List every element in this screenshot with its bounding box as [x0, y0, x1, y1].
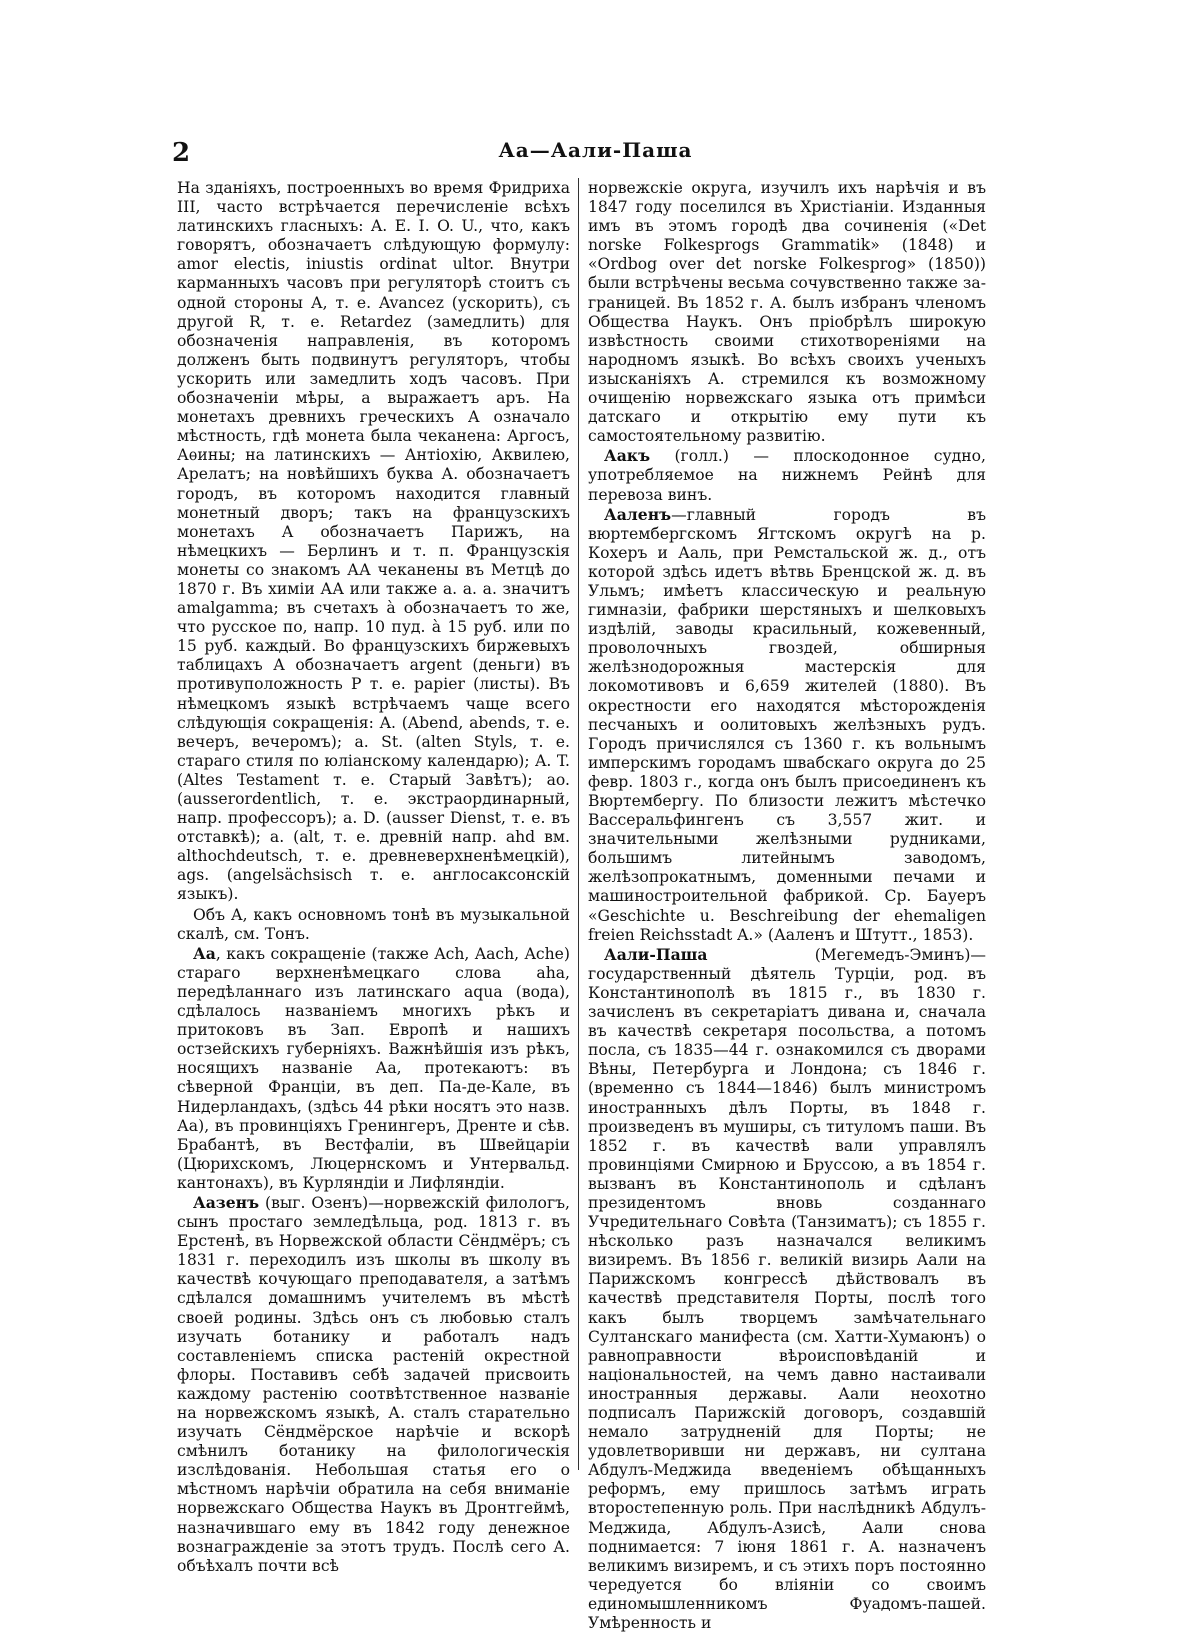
paragraph [177, 178, 570, 905]
paragraph [177, 905, 570, 944]
entry-aazen [177, 1193, 570, 1576]
paragraph-text: На зданіяхъ, построенныхъ во время Фридриха III, часто встрѣчается перечисленіе всѣхъ латинскихъ гласныхъ: A. E. I. O. U., что, какъ говорятъ, обозначаетъ слѣдующую формулу: amor electis, iniustis ordinat ultor. Внутри карманныхъ часовъ при регуляторѣ стоитъ съ одной стороны А, т. е. Avancez (ускорить), съ другой R, т. е. Retardez (замедлить) для обозначенія направленія, въ которомъ долженъ быть подвинутъ регуляторъ, чтобы ускорить или замедлить ходъ часовъ. При обозначеніи мѣры, а выражаетъ аръ. На монетахъ древнихъ греческихъ А означало мѣстность, гдѣ монета была чеканена: Аргосъ, Аѳины; на латинскихъ — Антіохію, Аквилею, Арелатъ; на новѣйшихъ буква А. обозначаетъ городъ, въ которомъ находится главный монетный дворъ; такъ на французскихъ монетахъ А обозначаетъ Парижъ, на нѣмецкихъ — Берлинъ и т. п. Французскія монеты со знакомъ АА чеканены въ Метцѣ до 1870 г. Въ химіи АА или также a. a. a. значитъ amalgamma; въ счетахъ à обозначаетъ то же, что русское по, напр. 10 пуд. à 15 руб. или по 15 руб. каждый. Во французскихъ биржевыхъ таблицахъ А обозначаетъ argent (деньги) въ противуположность P т. е. papier (листы). Въ нѣмецкомъ языкѣ встрѣчаемъ чаще всего слѣдующія сокращенія: A. (Abend, abends, т. е. вечеръ, вечеромъ); a. St. (alten Styls, т. е. стараго стиля по юліанскому календарю); A. T. (Altes Testament т. е. Старый Завѣтъ); ao. (ausserordentlich, т. е. экстраординарный, напр. профессоръ); a. D. (ausser Dienst, т. е. въ отставкѣ); a. (alt, т. е. древній напр. ahd вм. althochdeutsch, т. е. древневерхненѣмецкій), ags. (angelsächsisch т. е. англосаксонскій языкъ). [177, 179, 570, 904]
right-column [588, 178, 986, 1633]
running-title: Аа—Аали-Паша [498, 138, 693, 162]
paragraph-text: Объ А, какъ основномъ тонѣ въ музыкальной скалѣ, см. Тонъ. [177, 905, 570, 943]
entry-aalen [588, 505, 986, 945]
paragraph-text: , какъ сокращеніе (также Ach, Aach, Ache) стараго верхненѣмецкаго слова aha, передѣланнаго изъ латинскаго aqua (вода), сдѣлалось названіемъ многихъ рѣкъ и притоковъ въ Зап. Европѣ и нашихъ остзейскихъ губерніяхъ. Важнѣйшія изъ рѣкъ, носящихъ названіе Аа, протекаютъ: въ сѣверной Франціи, въ деп. Па-де-Кале, въ Нидерландахъ, (здѣсь 44 рѣки носятъ это назв. Аа), въ провинціяхъ Гренингеръ, Дренте и сѣв. Брабантѣ, въ Вестфаліи, въ Швейцаріи (Цюрихскомъ, Люцернскомъ и Унтервальд. кантонахъ), въ Курляндіи и Лифляндіи. [177, 944, 570, 1192]
headword: Аакъ [604, 446, 651, 466]
headword: Аали-Паша [604, 944, 708, 964]
headword: Аазенъ [193, 1192, 260, 1212]
page-number: 2 [172, 138, 191, 168]
left-column [177, 178, 570, 1576]
entry-aak [588, 446, 986, 504]
paragraph-text: —главный городъ въ вюртембергскомъ Ягтскомъ округѣ на р. Кохеръ и Ааль, при Ремстальской ж. д., отъ которой здѣсь идетъ вѣтвь Бренцской ж. д. въ Ульмъ; имѣетъ классическую и реальную гимназіи, фабрики шерстяныхъ и шелковыхъ издѣлій, заводы красильный, кожевенный, проволочныхъ гвоздей, обширныя желѣзнодорожныя мастерскія для локомотивовъ и 6,659 жителей (1880). Въ окрестности его находятся мѣсторожденія песчаныхъ и оолитовыхъ желѣзныхъ рудъ. Городъ причислялся съ 1360 г. къ вольнымъ имперскимъ городамъ швабскаго округа до 25 февр. 1803 г., когда онъ былъ присоединенъ къ Вюртембергу. По близости лежитъ мѣстечко Вассеральфингенъ съ 3,557 жит. и значительными желѣзными рудниками, большимъ литейнымъ заводомъ, желѣзопрокатнымъ, доменными печами и машиностроительной фабрикой. Ср. Бауеръ «Geschichte u. Beschreibung der ehemaligen freien Reichsstadt A.» (Ааленъ и Штутт., 1853). [588, 505, 986, 944]
paragraph-text: (Мегемедъ-Эминъ)—государственный дѣятель Турціи, род. въ Константинополѣ въ 1815 г., въ 1830 г. зачисленъ въ секретаріатъ дивана и, сначала въ качествѣ секретаря посольства, а потомъ посла, съ 1835—44 г. ознакомился съ дворами Вѣны, Петербурга и Лондона; съ 1846 г. (временно съ 1844—1846) былъ министромъ иностранныхъ дѣлъ Порты, въ 1848 г. произведенъ въ муширы, съ титуломъ паши. Въ 1852 г. въ качествѣ вали управлялъ провинціями Смирною и Бруссою, а въ 1854 г. вызванъ въ Константинополь и сдѣланъ президентомъ вновь созданнаго Учредительнаго Совѣта (Танзиматъ); съ 1855 г. нѣсколько разъ назначался великимъ визиремъ. Въ 1856 г. великій визирь Аали на Парижскомъ конгрессѣ дѣйствовалъ въ качествѣ представителя Порты, послѣ того какъ былъ творцемъ замѣчательнаго Султанскаго манифеста (см. Хатти-Хумаюнъ) о равноправности вѣроисповѣданій и національностей, на чемъ давно настаивали иностранныя державы. Аали неохотно подписалъ Парижскій договоръ, создавшій немало затрудненій для Порты; не удовлетворивши ни державъ, ни султана Абдулъ-Меджида введеніемъ обѣщанныхъ реформъ, ему пришлось затѣмъ играть второстепенную роль. При наслѣдникѣ Абдулъ-Меджида, Абдулъ-Азисѣ, Аали снова поднимается: 7 іюня 1861 г. А. назначенъ великимъ визиремъ, и съ этихъ поръ постоянно чередуется бо вліяніи со своимъ единомышленникомъ Фуадомъ-пашей. Умѣренность и [588, 945, 986, 1633]
entry-aali-pasha [588, 945, 986, 1633]
column-divider [578, 178, 579, 1470]
paragraph-text: (выг. Озенъ)—норвежскій филологъ, сынъ простаго земледѣльца, род. 1813 г. въ Ерстенѣ, въ Норвежской области Сёндмёръ; съ 1831 г. переходилъ изъ школы въ школу въ качествѣ кочующаго преподавателя, а затѣмъ сдѣлался домашнимъ учителемъ въ мѣстѣ своей родины. Здѣсь онъ съ любовью сталъ изучать ботанику и работалъ надъ составленіемъ списка растеній окрестной флоры. Поставивъ себѣ задачей присвоить каждому растенію соотвѣтственное названіе на норвежскомъ языкѣ, А. сталъ старательно изучать Сёндмёрское нарѣчіе и вскорѣ смѣнилъ ботанику на филологическія изслѣдованія. Небольшая статья его о мѣстномъ нарѣчіи обратила на себя вниманіе норвежскаго Общества Наукъ въ Дронтгеймѣ, назначившаго ему въ 1842 году денежное вознагражденіе за этотъ трудъ. Послѣ сего А. объѣхалъ почти всѣ [177, 1193, 570, 1575]
entry-aa [177, 944, 570, 1193]
headword: Аа [193, 943, 216, 963]
paragraph [588, 178, 986, 446]
paragraph-text: норвежскіе округа, изучилъ ихъ нарѣчія и въ 1847 году поселился въ Христіаніи. Изданныя имъ въ этомъ городѣ два сочиненія («Det norske Folkesprogs Grammatik» (1848) и «Ordbog over det norske Folkesprog» (1850)) были встрѣчены весьма сочувственно также за-границей. Въ 1852 г. А. былъ избранъ членомъ Общества Наукъ. Онъ пріобрѣлъ широкую извѣстность своими стихотвореніями на народномъ языкѣ. Во всѣхъ своихъ ученыхъ изысканіяхъ А. стремился къ возможному очищенію норвежскаго языка отъ примѣси датскаго и открытію ему пути къ самостоятельному развитію. [588, 179, 986, 446]
headword: Ааленъ [604, 504, 672, 524]
paragraph-text: (голл.) — плоскодонное судно, употребляемое на нижнемъ Рейнѣ для перевоза винъ. [588, 447, 986, 504]
